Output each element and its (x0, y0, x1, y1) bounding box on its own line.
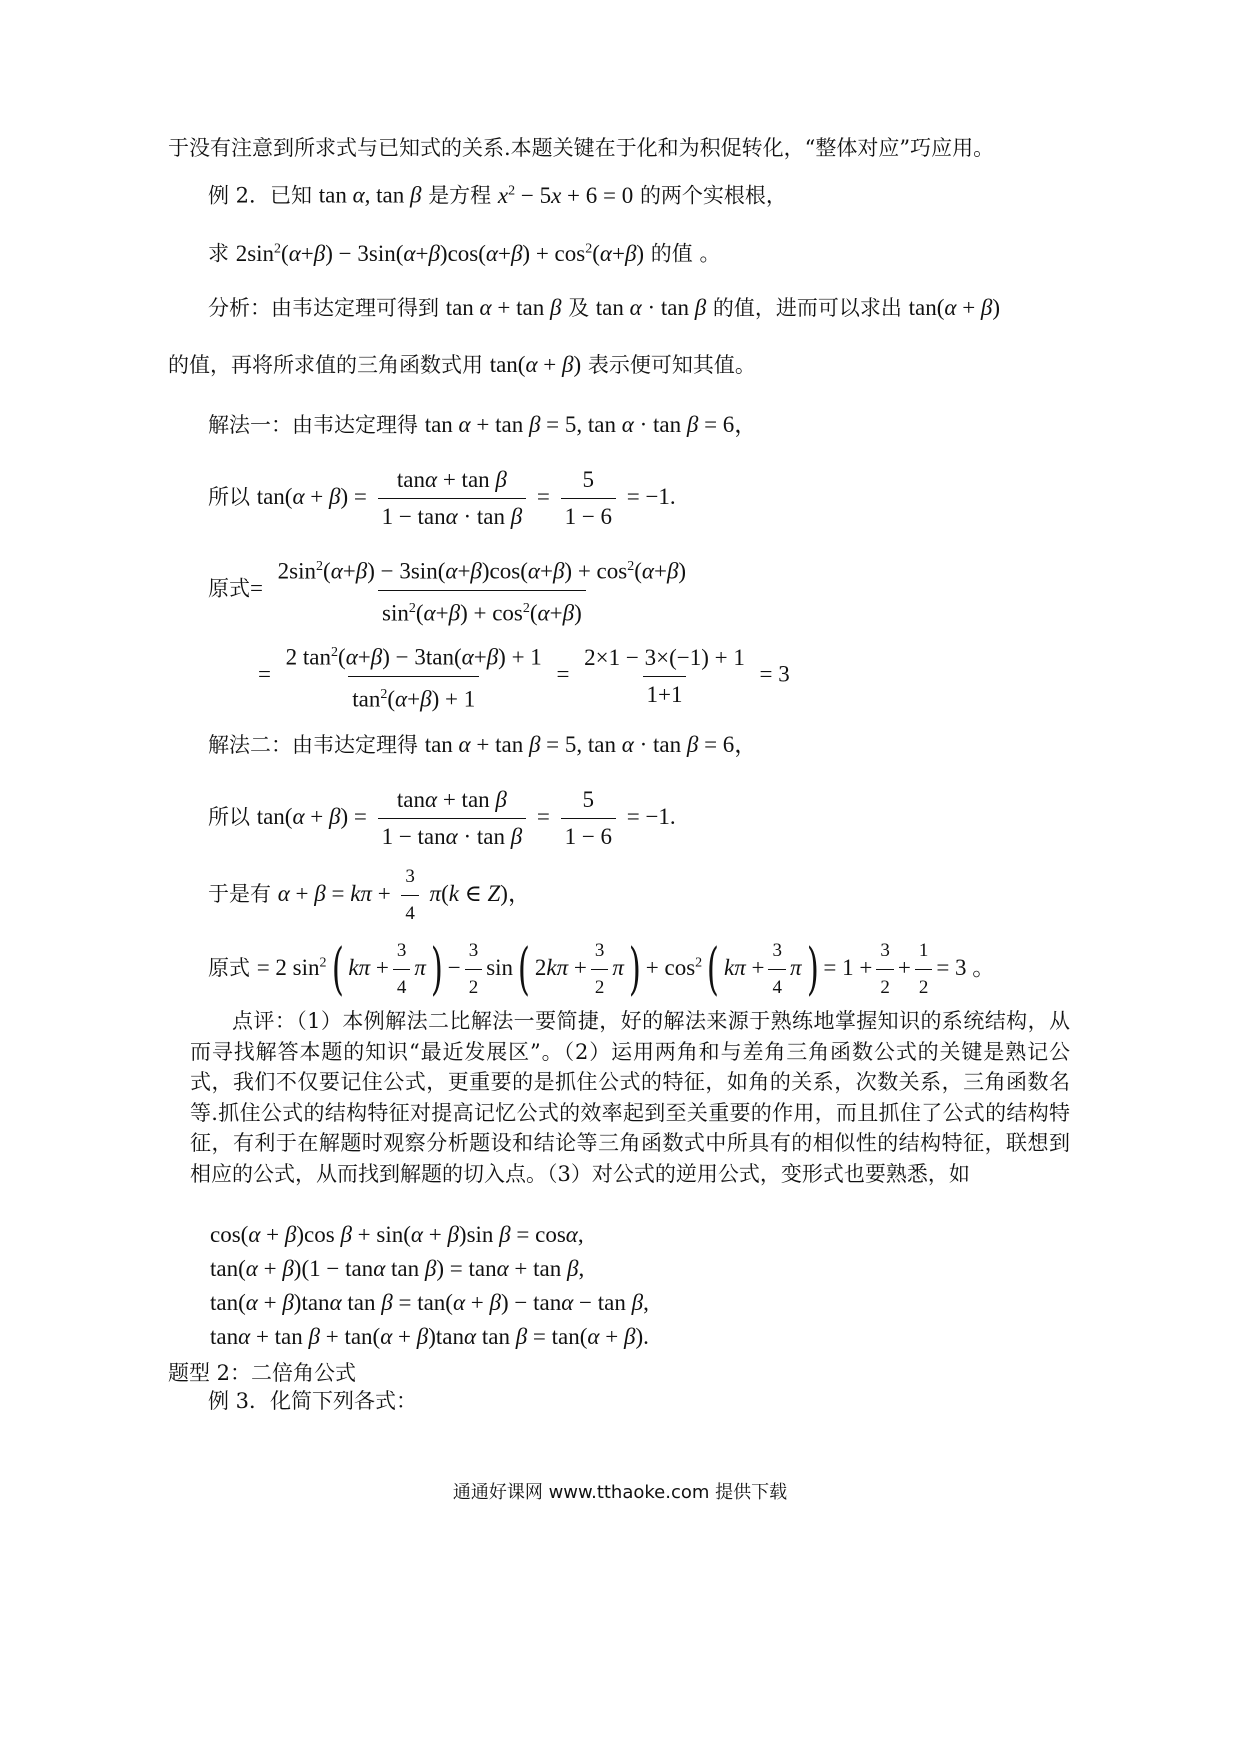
example2-label: 例 2．已知 (208, 183, 313, 208)
method2-label: 解法二：由韦达定理得 (208, 733, 418, 757)
method1-line: 解法一：由韦达定理得 tan α + tan β = 5, tan α · tan β = 6， (208, 412, 758, 437)
example2-statement (208, 176, 787, 211)
identity-2: tan(α + β)(1 − tanα tan β) = tanα + tan β, (210, 1256, 585, 1281)
identity-list (210, 1218, 649, 1354)
method1-label: 解法一：由韦达定理得 (208, 413, 418, 437)
method2-angle: 于是有 α + β = kπ + $\frac{3}{4}$ π(k ∈ Z)， (208, 862, 531, 929)
analysis-tail: 的值，进而可以求出 (712, 296, 902, 320)
analysis-label: 分析：由韦达定理可得到 (208, 296, 439, 320)
intro-line: 于没有注意到所求式与已知式的关系.本题关键在于化和为积促转化，“整体对应”巧应用。 (168, 136, 995, 160)
analysis-mid: 及 (568, 296, 590, 320)
example2-equation: $x^2 - 5x + 6 = 0$ (497, 182, 634, 208)
method1-tan-sum: 所以 tan(α + β) = $\frac{\text{tanα + tan β}}{\text{1 − tanα · tan β}}$ = $\frac{5}{1 - 6}$ = −1. (208, 465, 676, 532)
example2-roots: tan α, tan β (318, 182, 422, 208)
analysis-line2: 的值，再将所求值的三角函数式用 tan(α + β) 表示便可知其值。 (168, 352, 756, 377)
analysis-line1: 分析：由韦达定理可得到 tan α + tan β 及 tan α · tan β 的值，进而可以求出 tan(α + β) (208, 295, 1001, 320)
example3-label: 例 3．化简下列各式： (208, 1389, 418, 1413)
example2-tail: 的两个实根根， (639, 183, 787, 208)
method1-original: 原式= $\frac{2\sin^2(\alpha+\beta) - 3\sin(\alpha+\beta)\cos(\alpha+\beta) + \cos^2(\alpha+\beta)}{\sin^2(\alpha+\beta) + \cos^2(\alpha+\beta)}$ (208, 552, 694, 628)
identity-1: cos(α + β)cos β + sin(α + β)sin β = cosα, (210, 1222, 584, 1247)
example2-ask-tail: 的值 。 (650, 241, 721, 266)
method2-original: 原式 = 2 $\sin^2$( kπ + $\frac{3}{4}$ π) − $\frac{3}{2}$ sin( 2kπ + $\frac{3}{2}$ $\pi) + \cos^2$( kπ + $\frac{3}{4}$ π) = 1 + $\frac{3}{2}$ + $\frac{1}{2}$ = 3 。 (208, 936, 996, 1002)
example2-expression: $2\sin^2(\alpha+\beta) - 3\sin(\alpha+\beta)\cos(\alpha+\beta) + \cos^2(\alpha+\beta)$ (235, 240, 645, 266)
example2-mid: 是方程 (428, 183, 492, 208)
identity-3: tan(α + β)tanα tan β = tan(α + β) − tanα − tan β, (210, 1290, 649, 1315)
method1-result: = $\frac{2 \tan^2(\alpha+\beta) - 3\tan(\alpha+\beta) + 1}{\tan^2(\alpha+\beta) + 1}$ = $\frac{2\times 1 - 3\times(-1) + 1}{1+1}$ = 3 (258, 638, 790, 714)
method2-tan-sum: 所以 tan(α + β) = $\frac{\text{tanα + tan β}}{\text{1 − tanα · tan β}}$ = $\frac{5}{1 - 6}$ = −1. (208, 785, 676, 852)
identity-4: tanα + tan β + tan(α + β)tanα tan β = tan(α + β). (210, 1324, 649, 1349)
method2-line: 解法二：由韦达定理得 tan α + tan β = 5, tan α · tan β = 6， (208, 732, 758, 757)
example2-ask (208, 234, 720, 269)
example2-ask-label: 求 (208, 241, 229, 266)
comment-paragraph: 点评：（1）本例解法二比解法一要简捷，好的解法来源于熟练地掌握知识的系统结构，从而寻找解答本题的知识“最近发展区”。（2）运用两角和与差角三角函数公式的关键是熟记公式，我们不仅要记住公式，更重要的是抓住公式的特征，如角的关系，次数关系，三角函数名等.抓住公式的结构特征对提高记忆公式的效率起到至关重要的作用，而且抓住了公式的结构特征，有利于在解题时观察分析题设和结论等三角函数式中所具有的相似性的结构特征，联想到相应的公式，从而找到解题的切入点。（3）对公式的逆用公式，变形式也要熟悉，如 (190, 1009, 1070, 1186)
section-title: 题型 2：二倍角公式 (168, 1361, 357, 1385)
page-footer: 通通好课网 www.tthaoke.com 提供下载 (452, 1482, 788, 1503)
